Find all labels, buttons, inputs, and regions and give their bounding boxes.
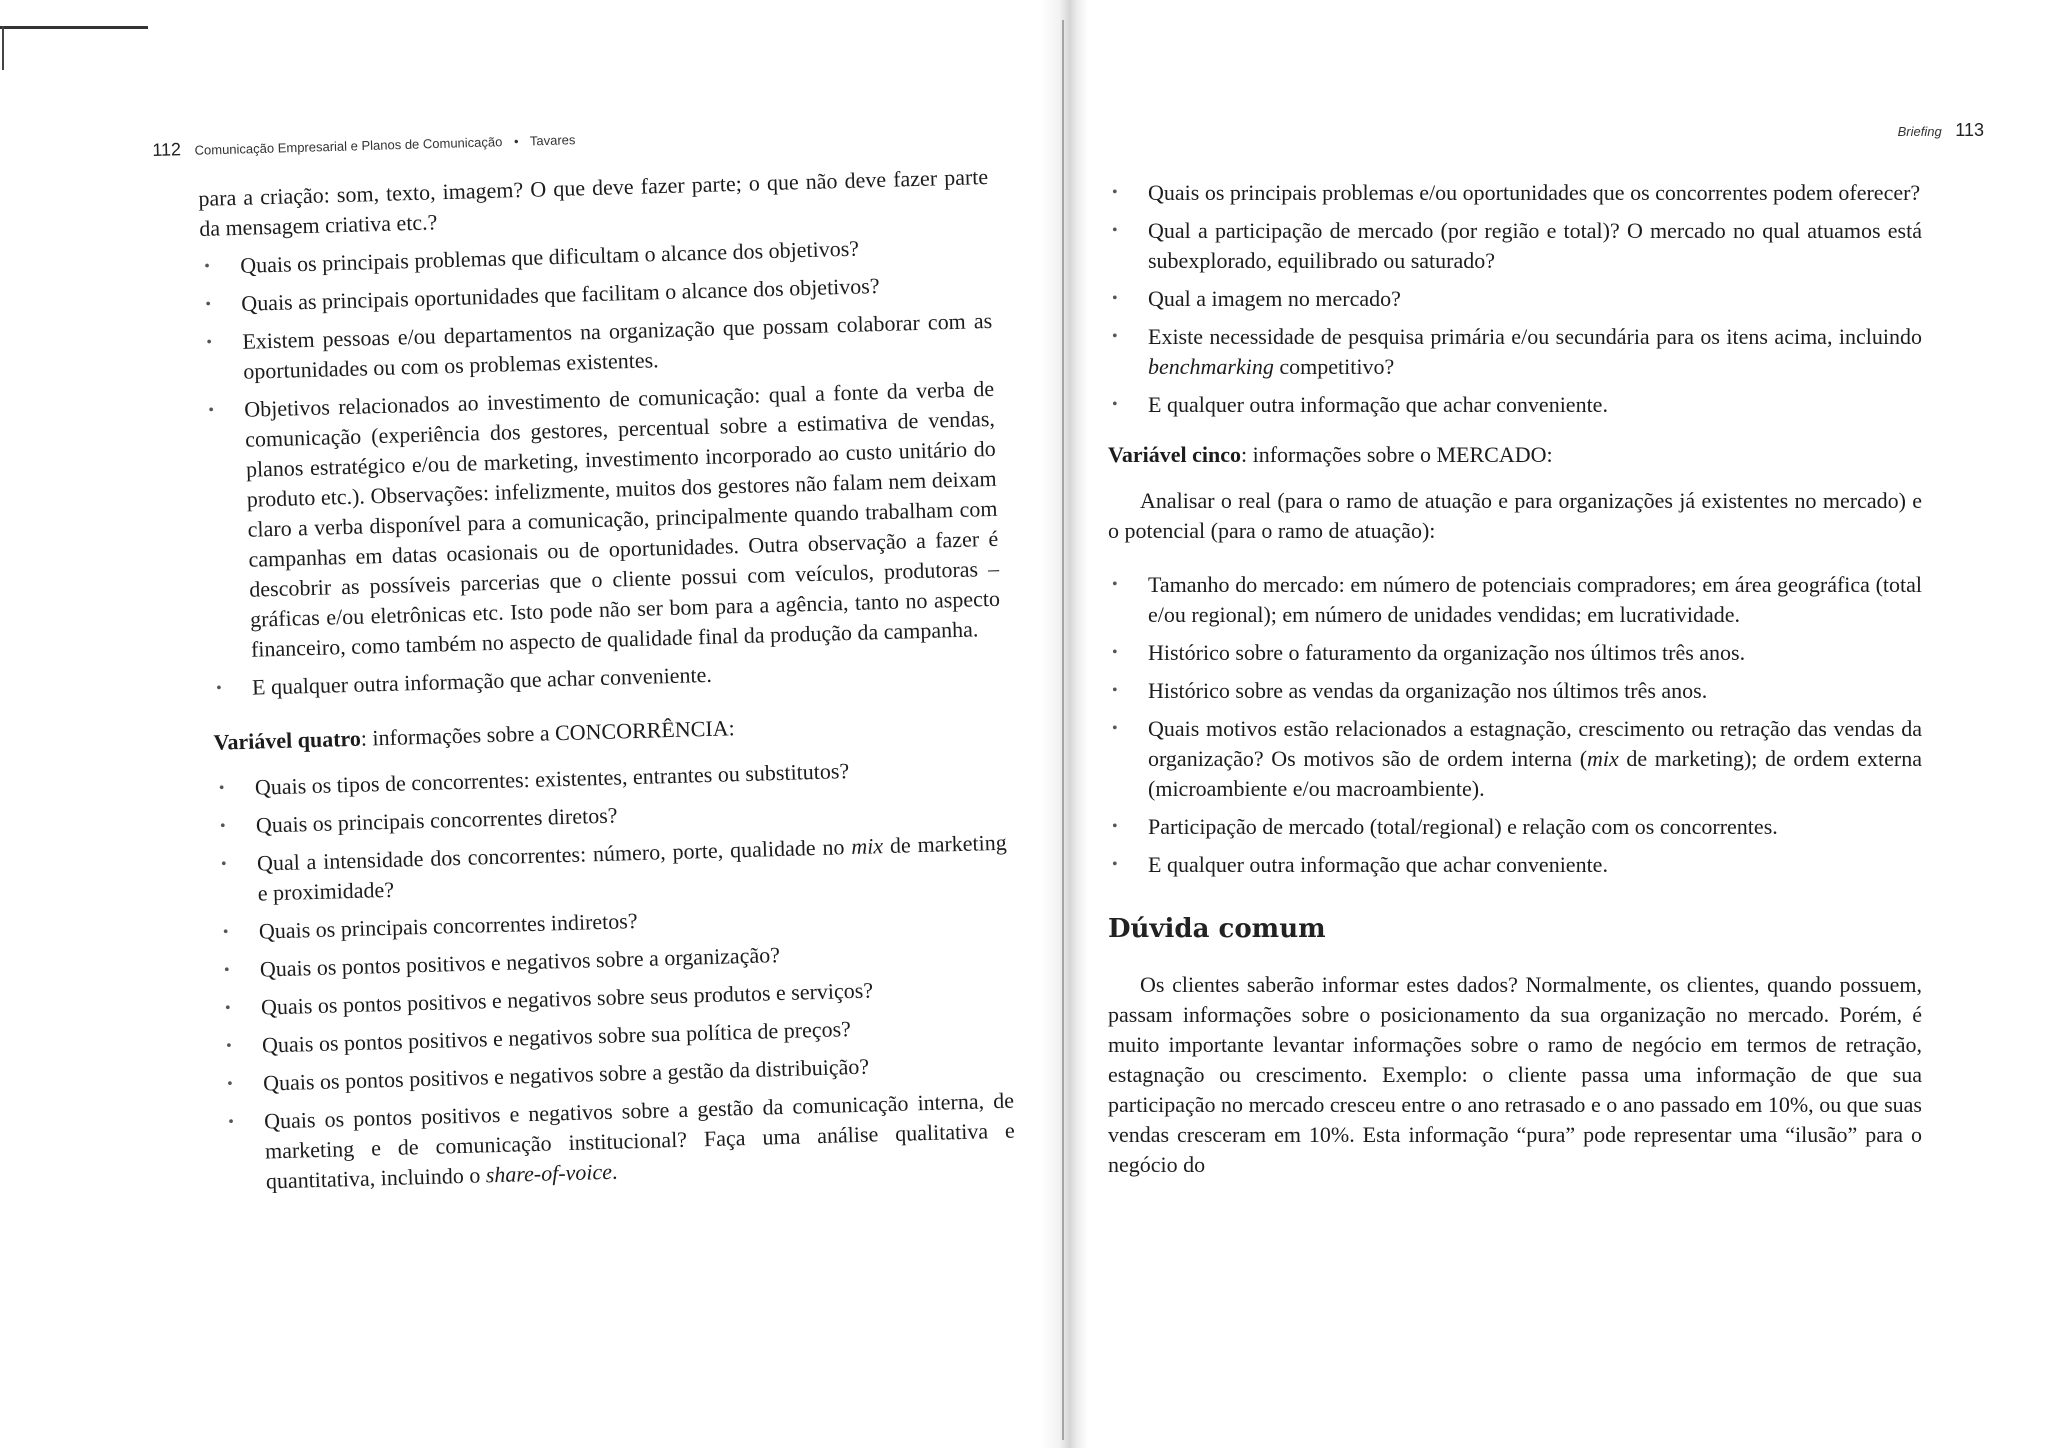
list-item <box>1108 570 1922 630</box>
list-item <box>224 1086 1016 1198</box>
bullet-icon: • <box>215 679 222 697</box>
variavel-quatro-heading <box>213 706 1004 758</box>
bullet-icon: • <box>205 295 212 313</box>
list-item-text-pre: Quais os pontos positivos e negativos sobre a gestão da comunicação interna, de marketing e de comunicação institucional? Faça uma análise qualitativa e quantitativa, incluindo o <box>263 1087 1016 1194</box>
variavel-quatro-label: Variável quatro <box>213 725 362 755</box>
mercado-intro: Analisar o real (para o ramo de atuação e para organizações já existentes no mercado) e o potencial (para o ramo de atuação): <box>1108 488 1922 543</box>
list-item <box>1108 284 1922 314</box>
list-item-text: Quais os pontos positivos e negativos sobre seus produtos e serviços? <box>260 977 874 1020</box>
chapter-title: Briefing <box>1897 124 1942 139</box>
list-item-emphasis: benchmarking <box>1148 354 1274 379</box>
list-item-text-post: . <box>611 1158 618 1184</box>
list-item-text: Quais os pontos positivos e negativos sobre sua política de preços? <box>261 1016 852 1058</box>
variavel-cinco-text: : informações sobre o MERCADO: <box>1241 442 1553 467</box>
list-item <box>202 306 993 388</box>
list-item-text: Quais os pontos positivos e negativos sobre a organização? <box>259 942 781 982</box>
market-list <box>1108 570 1922 880</box>
variavel-cinco-heading <box>1108 440 1922 470</box>
bullet-icon: • <box>219 817 226 835</box>
running-head-separator: • <box>513 133 519 149</box>
list-item-text: Quais os pontos positivos e negativos sobre a gestão da distribuição? <box>262 1053 870 1096</box>
list-item-text: Participação de mercado (total/regional) e relação com os concorrentes. <box>1148 814 1778 839</box>
variavel-cinco-label: Variável cinco <box>1108 442 1241 467</box>
competition-list <box>214 752 1016 1198</box>
bullet-icon: • <box>224 999 231 1017</box>
list-item-text: E qualquer outra informação que achar conveniente. <box>1148 392 1608 417</box>
list-item-text: Histórico sobre o faturamento da organização nos últimos três anos. <box>1148 640 1746 665</box>
bullet-icon: • <box>227 1113 235 1131</box>
continuation-text: para a criação: som, texto, imagem? O que deve fazer parte; o que não deve fazer parte da mensagem criativa etc.? <box>198 163 989 241</box>
right-text-column <box>1108 178 1922 1180</box>
list-item <box>1108 638 1922 668</box>
list-item <box>217 828 1008 910</box>
book-title: Comunicação Empresarial e Planos de Comunicação <box>194 134 503 158</box>
list-item <box>1108 714 1922 804</box>
bullet-icon: • <box>223 961 230 979</box>
bullet-icon: • <box>1112 290 1118 307</box>
list-item-text: Quais os principais concorrentes indiretos? <box>258 908 638 944</box>
list-item-text-pre: Existe necessidade de pesquisa primária e/ou secundária para os itens acima, incluindo <box>1148 324 1922 349</box>
bullet-icon: • <box>226 1075 233 1093</box>
bullet-icon: • <box>222 923 229 941</box>
list-item-text: Qual a imagem no mercado? <box>1148 286 1401 311</box>
left-running-head <box>152 128 576 161</box>
list-item <box>1108 390 1922 420</box>
list-item-text: E qualquer outra informação que achar conveniente. <box>251 661 713 700</box>
list-item-emphasis: mix <box>850 833 884 860</box>
bullet-icon: • <box>1112 328 1118 345</box>
list-item-text: Tamanho do mercado: em número de potenciais compradores; em área geográfica (total e/ou regional); em número de unidades vendidas; em lucratividade. <box>1148 572 1922 627</box>
list-item-text: Quais as principais oportunidades que facilitam o alcance dos objetivos? <box>240 273 880 316</box>
right-page-number: 113 <box>1955 120 1984 140</box>
bullet-icon: • <box>220 855 227 873</box>
bullet-icon: • <box>1112 222 1118 239</box>
list-item-text-post: de marketing); de ordem externa (microambiente e/ou macroambiente). <box>1148 746 1922 801</box>
bullet-icon: • <box>1112 682 1118 699</box>
list-item-text: Existem pessoas e/ou departamentos na organização que possam colaborar com as oportunidades ou com os problemas existentes. <box>242 307 993 384</box>
left-page-number: 112 <box>152 139 182 160</box>
list-item-text: Histórico sobre as vendas da organização nos últimos três anos. <box>1148 678 1708 703</box>
bullet-icon: • <box>218 779 225 797</box>
list-item <box>1108 216 1922 276</box>
list-item <box>1108 322 1922 382</box>
left-text-column <box>198 162 1016 1206</box>
bullet-icon: • <box>204 257 211 275</box>
section-paragraph: Os clientes saberão informar estes dados? Normalmente, os clientes, quando possuem, passam informações sobre o posicionamento da sua organização no mercado. Porém, é muito importante levantar informações sobre o ramo de negócio em termos de retração, estagnação ou crescimento. Exemplo: o cliente passa uma informação de que sua participação no mercado cresceu entre o ano retrasado e o ano passado em 10%, ou que suas vendas cresceram em 10%. Esta informação “pura” pode representar uma “ilusão” para o negócio do <box>1108 972 1922 1177</box>
section-heading: Dúvida comum <box>1108 914 1326 944</box>
list-item-text: E qualquer outra informação que achar conveniente. <box>1148 852 1608 877</box>
list-item-emphasis: mix <box>1587 746 1619 771</box>
list-item-text: Quais os principais concorrentes diretos? <box>255 802 618 838</box>
bullet-icon: • <box>225 1037 232 1055</box>
list-item <box>1108 812 1922 842</box>
bullet-icon: • <box>1112 576 1118 593</box>
bullet-icon: • <box>1112 856 1118 873</box>
list-item-text-post: competitivo? <box>1273 354 1395 379</box>
bullet-icon: • <box>1112 644 1118 661</box>
bullet-icon: • <box>1112 720 1118 737</box>
list-item-text-pre: Quais motivos estão relacionados a estagnação, crescimento ou retração das vendas da organização? Os motivos são de ordem interna ( <box>1148 716 1922 771</box>
author-name: Tavares <box>529 132 576 149</box>
bullet-icon: • <box>206 333 213 351</box>
list-item-text: Qual a participação de mercado (por região e total)? O mercado no qual atuamos está subexplorado, equilibrado ou saturado? <box>1148 218 1922 273</box>
bullet-icon: • <box>1112 818 1118 835</box>
competitors-continued-list <box>1108 178 1922 420</box>
list-item <box>1108 178 1922 208</box>
bullet-icon: • <box>1112 396 1118 413</box>
list-item-text: Quais os principais problemas e/ou oportunidades que os concorrentes podem oferecer? <box>1148 180 1921 205</box>
list-item <box>1108 676 1922 706</box>
bullet-icon: • <box>1112 184 1118 201</box>
objectives-list <box>200 230 1002 704</box>
list-item <box>1108 850 1922 880</box>
list-item-text: Quais os tipos de concorrentes: existentes, entrantes ou substitutos? <box>254 758 850 800</box>
right-running-head <box>1898 120 1984 141</box>
list-item <box>204 374 1001 666</box>
list-item-text-post: de marketing e proximidade? <box>257 829 1008 906</box>
list-item-emphasis: share-of-voice <box>485 1158 613 1188</box>
bullet-icon: • <box>208 401 215 419</box>
list-item-text: Objetivos relacionados ao investimento de comunicação: qual a fonte da verba de comunicação (experiência dos gestores, percentual sobre a estimativa de vendas, planos estratégico e/ou de marketing, investimento incorporado ao custo unitário do produto etc.). Observações: infelizmente, muitos dos gestores não falam nem deixam claro a verba disponível para a comunicação, principalmente quando trabalham com campanhas em datas ocasionais ou de oportunidades. Outra observação a fazer é descobrir as possíveis parcerias que o cliente possui com veículos, produtoras – gráficas e/ou eletrônicas etc. Isto pode não ser bom para a agência, tanto no aspecto financeiro, como também no aspecto de qualidade final da produção da campanha. <box>243 375 1001 662</box>
list-item-text-pre: Qual a intensidade dos concorrentes: número, porte, qualidade no <box>256 834 852 876</box>
list-item-text: Quais os principais problemas que dificultam o alcance dos objetivos? <box>239 235 860 278</box>
variavel-quatro-text: : informações sobre a CONCORRÊNCIA: <box>360 715 735 751</box>
